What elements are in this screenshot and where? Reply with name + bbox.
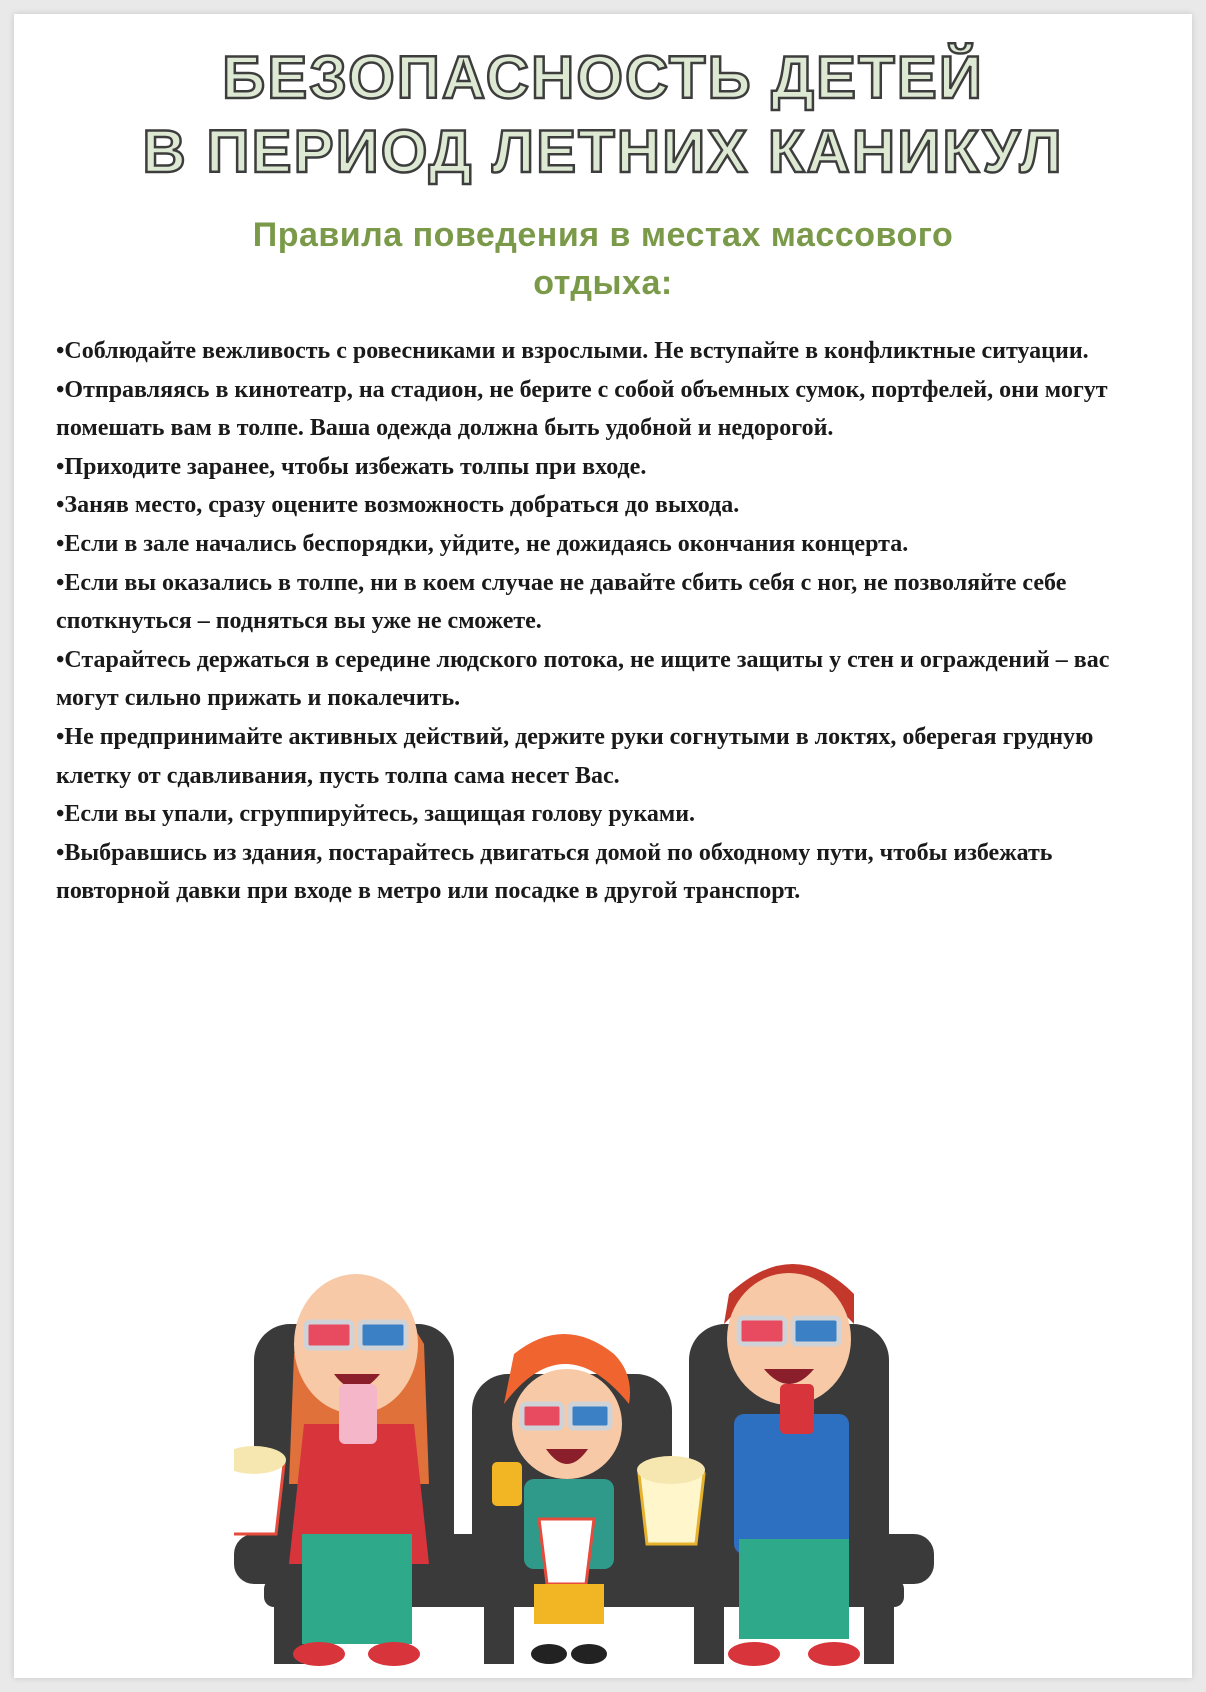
3d-glasses-blue-lens-icon <box>570 1404 610 1428</box>
poster-title-line-1: БЕЗОПАСНОСТЬ ДЕТЕЙ <box>222 44 984 111</box>
girl-character <box>289 1274 429 1666</box>
popcorn-icon <box>234 1446 286 1534</box>
3d-glasses-blue-lens-icon <box>793 1318 839 1344</box>
drink-cup-icon <box>339 1384 377 1444</box>
cinema-kids-illustration <box>234 1234 994 1674</box>
poster-title-line-2: В ПЕРИОД ЛЕТНИХ КАНИКУЛ <box>142 118 1064 185</box>
soda-cup-icon <box>780 1384 814 1434</box>
rule-item: •Если в зале начались беспорядки, уйдите, не дожидаясь окончания концерта. <box>56 530 909 557</box>
seat-leg <box>694 1604 724 1664</box>
rule-item: •Если вы упали, сгруппируйтесь, защищая голову руками. <box>56 801 696 828</box>
boy-shirt <box>734 1414 849 1554</box>
shoe-icon <box>293 1642 345 1666</box>
3d-glasses-red-lens-icon <box>306 1322 352 1348</box>
rules-list <box>56 332 1156 911</box>
rule-item: •Не предпринимайте активных действий, держите руки согнутыми в локтях, оберегая грудную клетку от сдавливания, пусть толпа сама несет Вас. <box>56 723 1094 789</box>
rule-item: •Заняв место, сразу оцените возможность добраться до выхода. <box>56 492 740 519</box>
seat-leg <box>484 1604 514 1664</box>
popcorn-icon <box>637 1456 705 1544</box>
shoe-icon <box>808 1642 860 1666</box>
3d-glasses-red-lens-icon <box>739 1318 785 1344</box>
rule-item: •Соблюдайте вежливость с ровесниками и взрослыми. Не вступайте в конфликтные ситуации. <box>56 338 1089 364</box>
shoe-icon <box>571 1644 607 1664</box>
rule-item: •Приходите заранее, чтобы избежать толпы при входе. <box>56 453 647 480</box>
rule-item: •Отправляясь в кинотеатр, на стадион, не берите с собой объемных сумок, портфелей, они могут помешать вам в толпе. Ваша одежда должна быть удобной и недорогой. <box>56 376 1108 442</box>
juice-cup-icon <box>492 1462 522 1506</box>
rule-item: •Если вы оказались в толпе, ни в коем случае не давайте сбить себя с ног, не позволяйте себе споткнуться – подняться вы уже не сможете. <box>56 569 1067 635</box>
poster-subtitle-line-1: Правила поведения в местах массового <box>252 216 954 254</box>
3d-glasses-red-lens-icon <box>522 1404 562 1428</box>
small-boy-shorts <box>534 1584 604 1624</box>
popcorn-icon <box>539 1519 594 1584</box>
boy-character <box>724 1264 860 1666</box>
rule-item: •Старайтесь держаться в середине людского потока, не ищите защиты у стен и ограждений – вас могут сильно прижать и покалечить. <box>56 646 1110 712</box>
poster-page <box>14 14 1192 1678</box>
3d-glasses-blue-lens-icon <box>360 1322 406 1348</box>
shoe-icon <box>531 1644 567 1664</box>
seat-leg <box>864 1604 894 1664</box>
shoe-icon <box>728 1642 780 1666</box>
shoe-icon <box>368 1642 420 1666</box>
girl-pants <box>302 1534 412 1644</box>
poster-subtitle-line-2: отдыха: <box>533 264 673 302</box>
boy-pants <box>739 1539 849 1639</box>
rule-item: •Выбравшись из здания, постарайтесь двигаться домой по обходному пути, чтобы избежать повторной давки при входе в метро или посадке в другой транспорт. <box>56 839 1053 905</box>
